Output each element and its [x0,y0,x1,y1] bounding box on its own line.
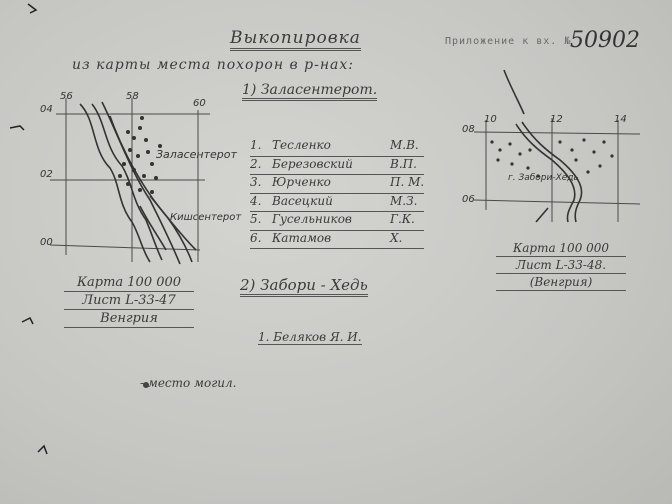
page-title: Выкопировка [230,28,361,51]
map-2-grid-label-top-14: 14 [614,114,627,125]
map-1-place-kishsenterot: Кишсентерот [170,212,242,223]
map-1-grid-label-top-60: 60 [193,98,206,109]
map-2-grid-label-left-08: 08 [462,124,475,135]
legend-text: - место могил. [140,376,237,390]
map-1 [40,91,242,264]
list-item: 1. Тесленко М.В. [250,138,424,157]
map-2-place-zabori-hed: г. Забори-Хедь [508,173,579,183]
archive-stamp-number: 50902 [570,28,640,53]
list-item: 6. Катамов Х. [250,231,424,250]
map-2-caption-scale: Карта 100 000 [496,240,626,257]
map-2-river [504,70,582,222]
map-2-grid-label-top-10: 10 [484,114,497,125]
section-1-heading: 1) Заласентерот. [242,82,377,101]
map-1-river [80,102,196,264]
map-1-place-zalasentterot: Заласентерот [156,148,237,161]
map-2-grid-label-top-12: 12 [550,114,563,125]
map-2-caption [496,240,626,291]
map-2-caption-country: (Венгрия) [496,274,626,291]
edge-marks [10,4,47,454]
map-1-grid-label-left-04: 04 [40,104,53,115]
map-2-caption-sheet: Лист L-33-48. [496,257,626,274]
map-1-grid-label-left-00: 00 [40,237,53,248]
map-1-caption-scale: Карта 100 000 [64,274,194,292]
list-item: 5. Гусельников Г.К. [250,212,424,231]
archive-stamp: Приложение к вх. № [445,36,572,47]
map-1-caption [64,274,194,328]
section-2-name: 1. Беляков Я. И. [258,330,362,344]
list-item: 2. Березовский В.П. [250,157,424,176]
map-2-grid [474,118,640,222]
page-subtitle: из карты места похорон в р-нах: [72,57,355,73]
section-2-heading: 2) Забори - Хедь [240,276,368,297]
map-1-grid-label-left-02: 02 [40,169,53,180]
map-2 [462,70,640,222]
map-1-caption-sheet: Лист L-33-47 [64,292,194,310]
map-1-grid-label-top-56: 56 [60,91,73,102]
map-2-grid-label-left-06: 06 [462,194,475,205]
list-item: 4. Васецкий М.З. [250,194,424,213]
map-1-caption-country: Венгрия [64,310,194,328]
list-item: 3. Юрченко П. М. [250,175,424,194]
map-1-grid-label-top-58: 58 [126,91,139,102]
section-1-name-list [250,138,424,249]
map-1-grid [50,98,210,262]
